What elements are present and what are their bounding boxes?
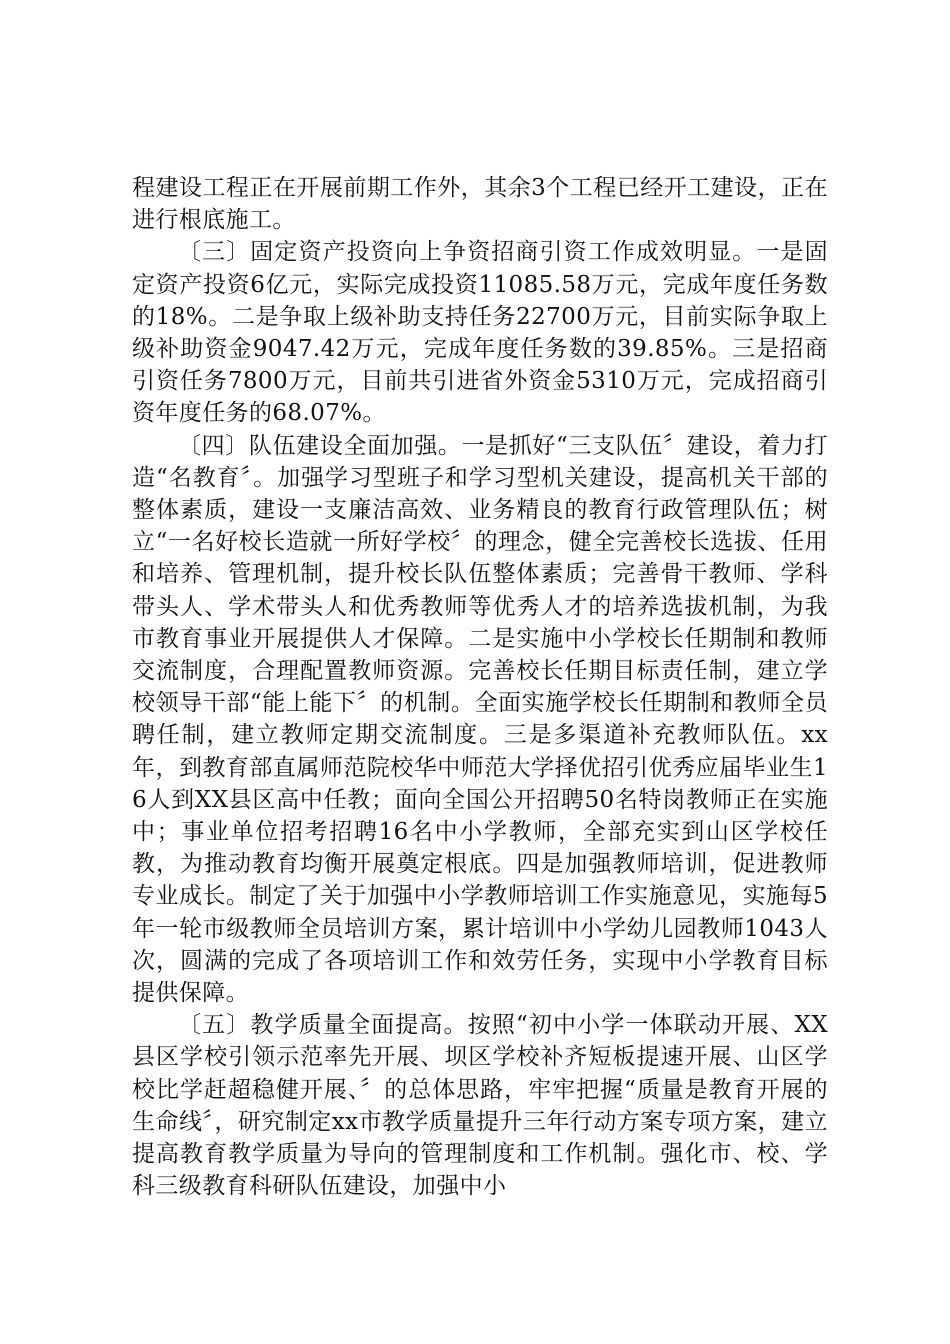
paragraph-section-3: 〔三〕固定资产投资向上争资招商引资工作成效明显。一是固定资产投资6亿元，实际完成投资11085.58万元，完成年度任务数的18%。二是争取上级补助支持任务22700万元，目前实际争取上级补助资金9047.42万元，完成年度任务数的39.85%。三是招商引资任务7800万元，目前共引进省外资金5310万元，完成招商引资年度任务的68.07%。 — [132, 239, 828, 427]
paragraph-section-4: 〔四〕队伍建设全面加强。一是抓好“三支队伍〞建设，着力打造“名教育〞。加强学习型班子和学习型机关建设，提高机关干部的整体素质，建设一支廉洁高效、业务精良的教育行政管理队伍；树立“一名好校长造就一所好学校〞的理念，健全完善校长选拔、任用和培养、管理机制，提升校长队伍整体素质；完善骨干教师、学科带头人、学术带头人和优秀教师等优秀人才的培养选拔机制，为我市教育事业开展提供人才保障。二是实施中小学校长任期制和教师交流制度，合理配置教师资源。完善校长任期目标责任制，建立学校领导干部“能上能下〞的机制。全面实施学校长任期制和教师全员聘任制，建立教师定期交流制度。三是多渠道补充教师队伍。xx年，到教育部直属师范院校华中师范大学择优招引优秀应届毕业生16人到XX县区高中任教；面向全国公开招聘50名特岗教师正在实施中；事业单位招考招聘16名中小学教师，全部充实到山区学校任教，为推动教育均衡开展奠定根底。四是加强教师培训，促进教师专业成长。制定了关于加强中小学教师培训工作实施意见，实施每5年一轮市级教师全员培训方案，累计培训中小学幼儿园教师1043人次，圆满的完成了各项培训工作和效劳任务，实现中小学教育目标提供保障。 — [132, 432, 828, 1007]
paragraph-continuation: 程建设工程正在开展前期工作外，其余3个工程已经开工建设，正在进行根底施工。 — [132, 175, 828, 234]
document-body — [132, 172, 828, 1203]
paragraph-section-5: 〔五〕教学质量全面提高。按照“初中小学一体联动开展、XX县区学校引领示范率先开展、坝区学校补齐短板提速开展、山区学校比学赶超稳健开展、〞的总体思路，牢牢把握“质量是教育开展的生命线〞，研究制定xx市教学质量提升三年行动方案专项方案，建立提高教育教学质量为导向的管理制度和工作机制。强化市、校、学科三级教育科研队伍建设，加强中小 — [132, 1012, 828, 1200]
